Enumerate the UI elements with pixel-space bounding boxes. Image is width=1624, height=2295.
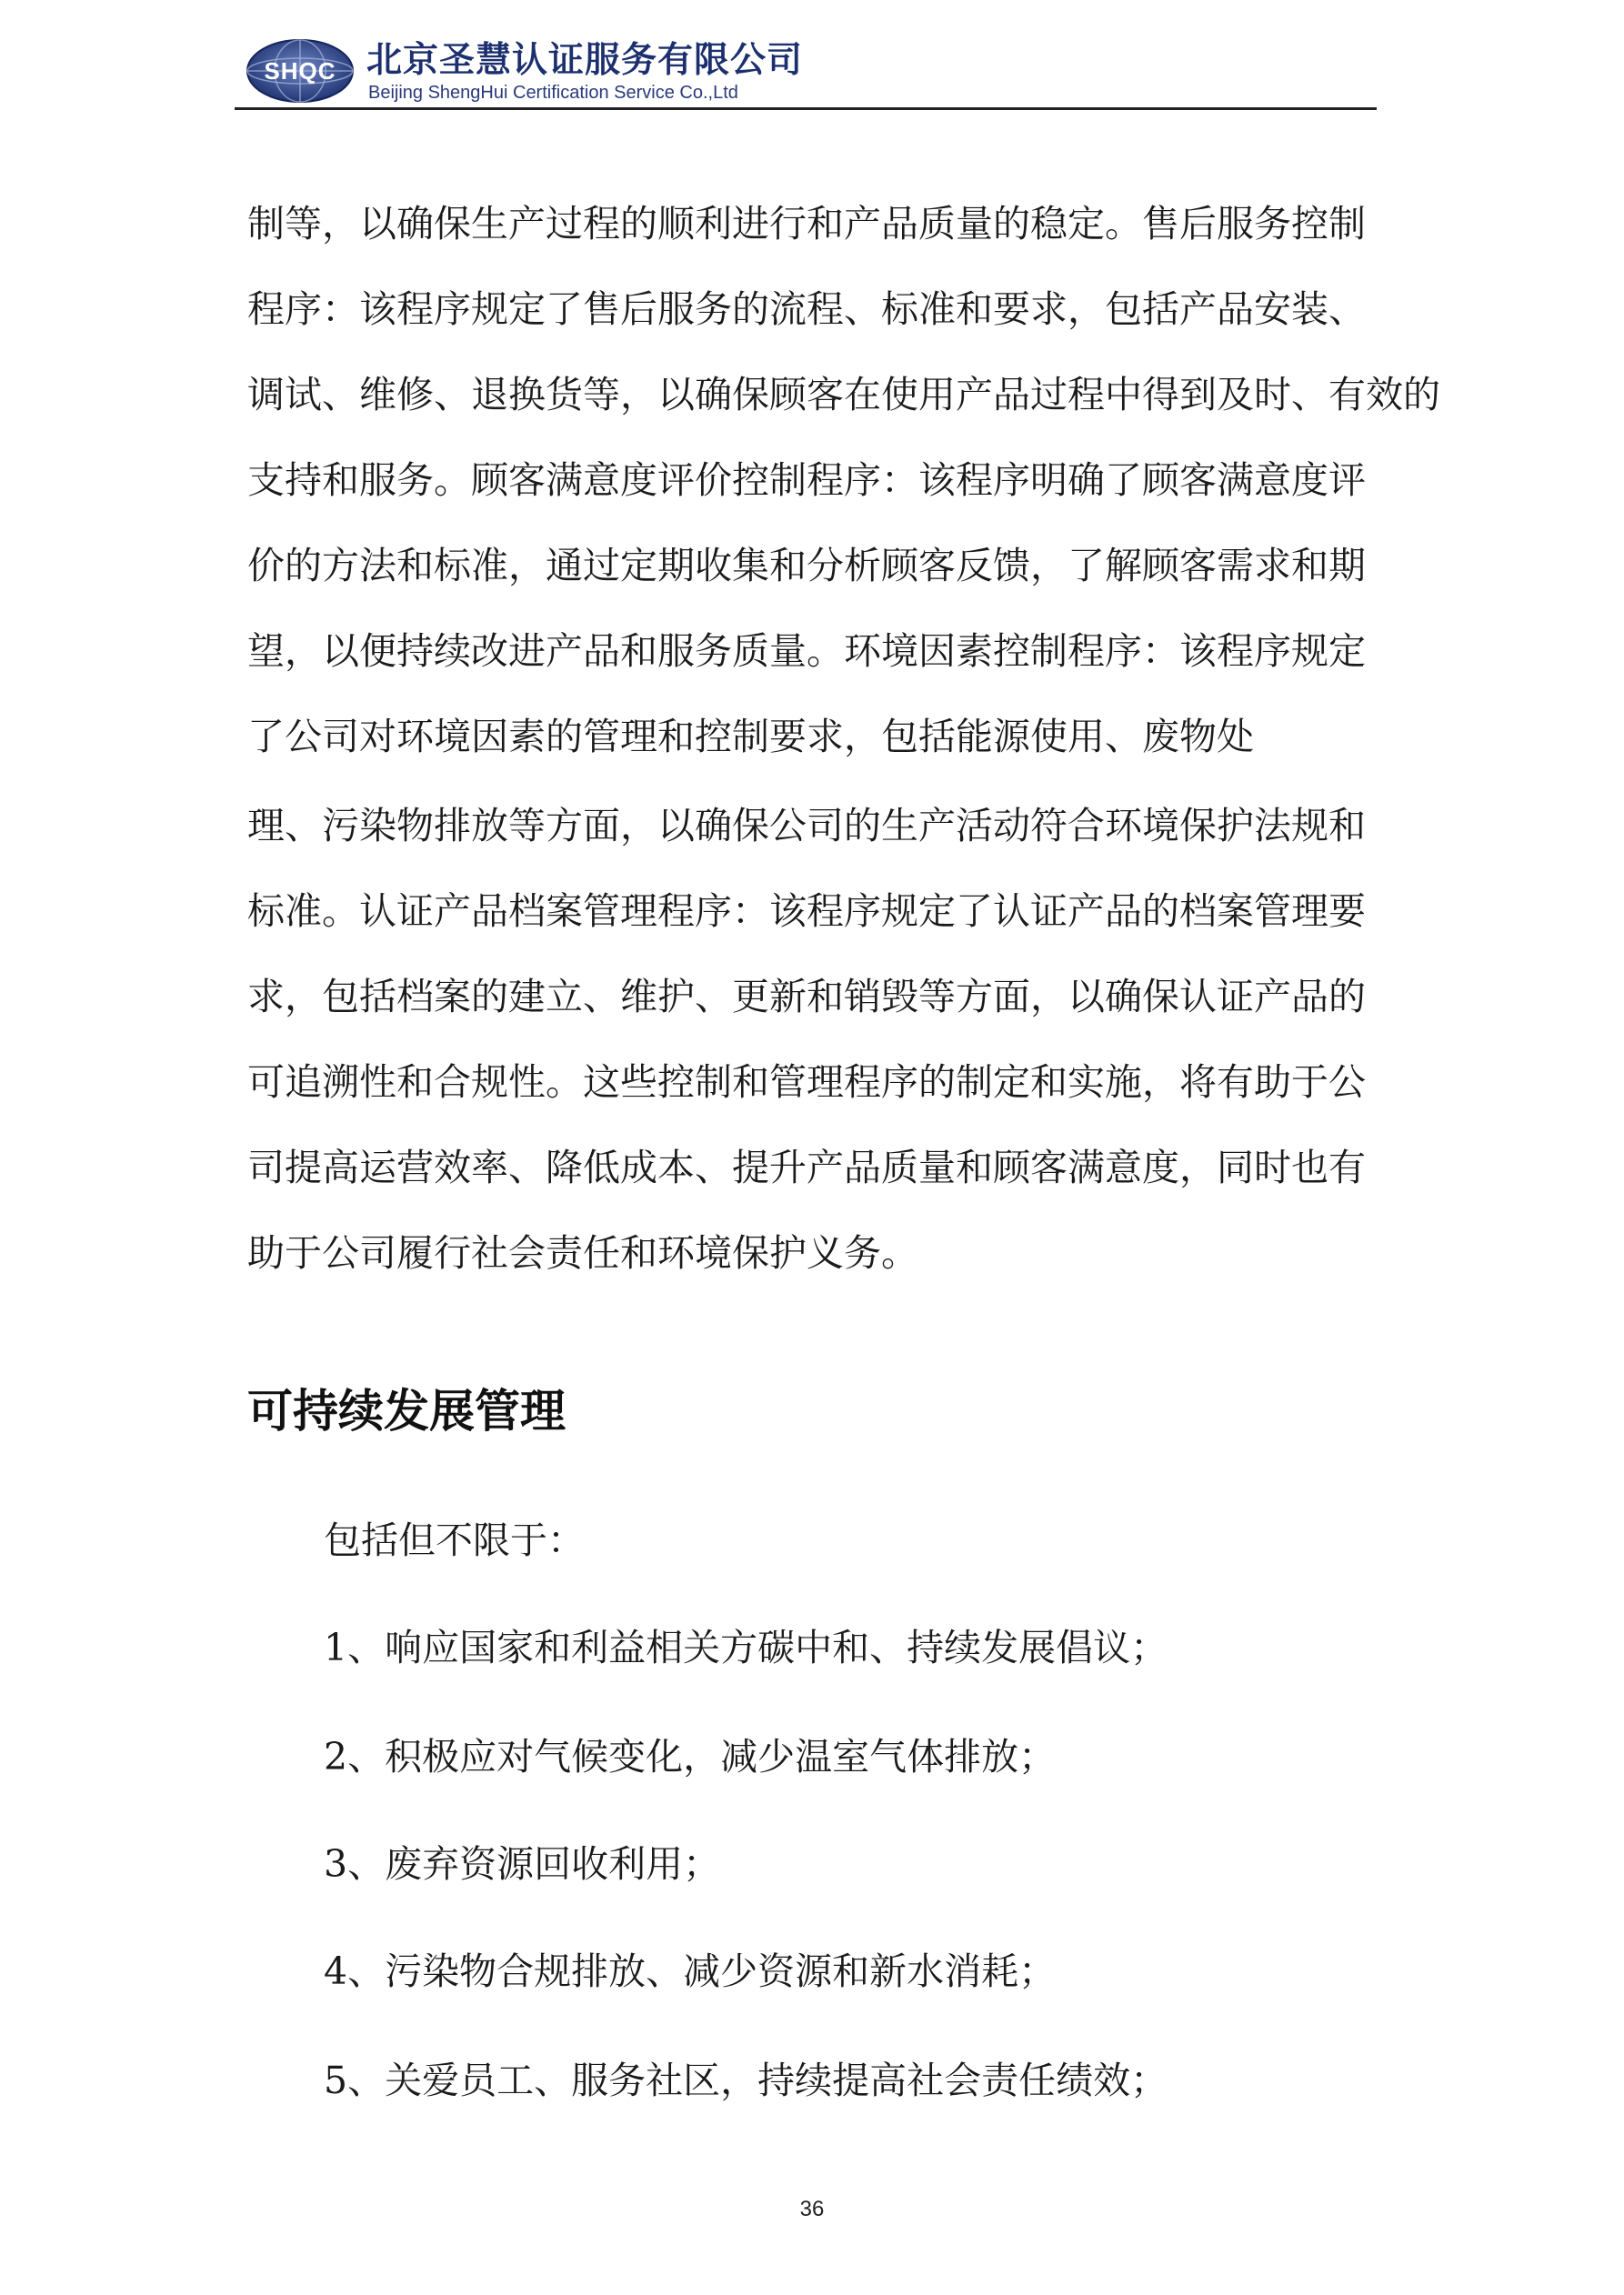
paragraph-line: 价的方法和标准，通过定期收集和分析顾客反馈，了解顾客需求和期 [247, 544, 1366, 587]
list-intro: 包括但不限于： [324, 1518, 585, 1562]
page-header [235, 35, 1377, 109]
paragraph-line: 望，以便持续改进产品和服务质量。环境因素控制程序：该程序规定 [247, 629, 1366, 673]
paragraph-line: 程序：该程序规定了售后服务的流程、标准和要求，包括产品安装、 [247, 287, 1366, 331]
list-item: 4、污染物合规排放、减少资源和新水消耗； [324, 1949, 1057, 1993]
globe-logo-icon [246, 38, 355, 104]
body-paragraph [247, 202, 1440, 1275]
paragraph-line: 可追溯性和合规性。这些控制和管理程序的制定和实施，将有助于公 [247, 1060, 1366, 1104]
list-item: 3、废弃资源回收利用； [324, 1842, 721, 1886]
paragraph-line: 制等，以确保生产过程的顺利进行和产品质量的稳定。售后服务控制 [247, 202, 1366, 246]
paragraph-line: 调试、维修、退换货等，以确保顾客在使用产品过程中得到及时、有效的 [247, 373, 1440, 416]
header-divider [235, 107, 1377, 110]
paragraph-line: 支持和服务。顾客满意度评价控制程序：该程序明确了顾客满意度评 [247, 458, 1366, 502]
logo-text: SHQC [264, 57, 336, 85]
paragraph-line: 了公司对环境因素的管理和控制要求，包括能源使用、废物处 [247, 715, 1254, 758]
paragraph-line: 标准。认证产品档案管理程序：该程序规定了认证产品的档案管理要 [247, 889, 1366, 933]
company-name-chinese: 北京圣慧认证服务有限公司 [366, 40, 804, 81]
company-name-english: Beijing ShengHui Certification Service Co.,Ltd [368, 83, 738, 103]
paragraph-line: 求，包括档案的建立、维护、更新和销毁等方面，以确保认证产品的 [247, 975, 1366, 1018]
paragraph-line: 司提高运营效率、降低成本、提升产品质量和顾客满意度，同时也有 [247, 1146, 1366, 1189]
page-number: 36 [799, 2197, 825, 2221]
list-item: 5、关爱员工、服务社区，持续提高社会责任绩效； [324, 2059, 1168, 2102]
section-heading: 可持续发展管理 [247, 1385, 566, 1438]
paragraph-line: 理、污染物排放等方面，以确保公司的生产活动符合环境保护法规和 [247, 804, 1366, 847]
list-item: 1、响应国家和利益相关方碳中和、持续发展倡议； [324, 1626, 1168, 1669]
list-item: 2、积极应对气候变化，减少温室气体排放； [324, 1735, 1057, 1779]
paragraph-line: 助于公司履行社会责任和环境保护义务。 [247, 1231, 918, 1275]
